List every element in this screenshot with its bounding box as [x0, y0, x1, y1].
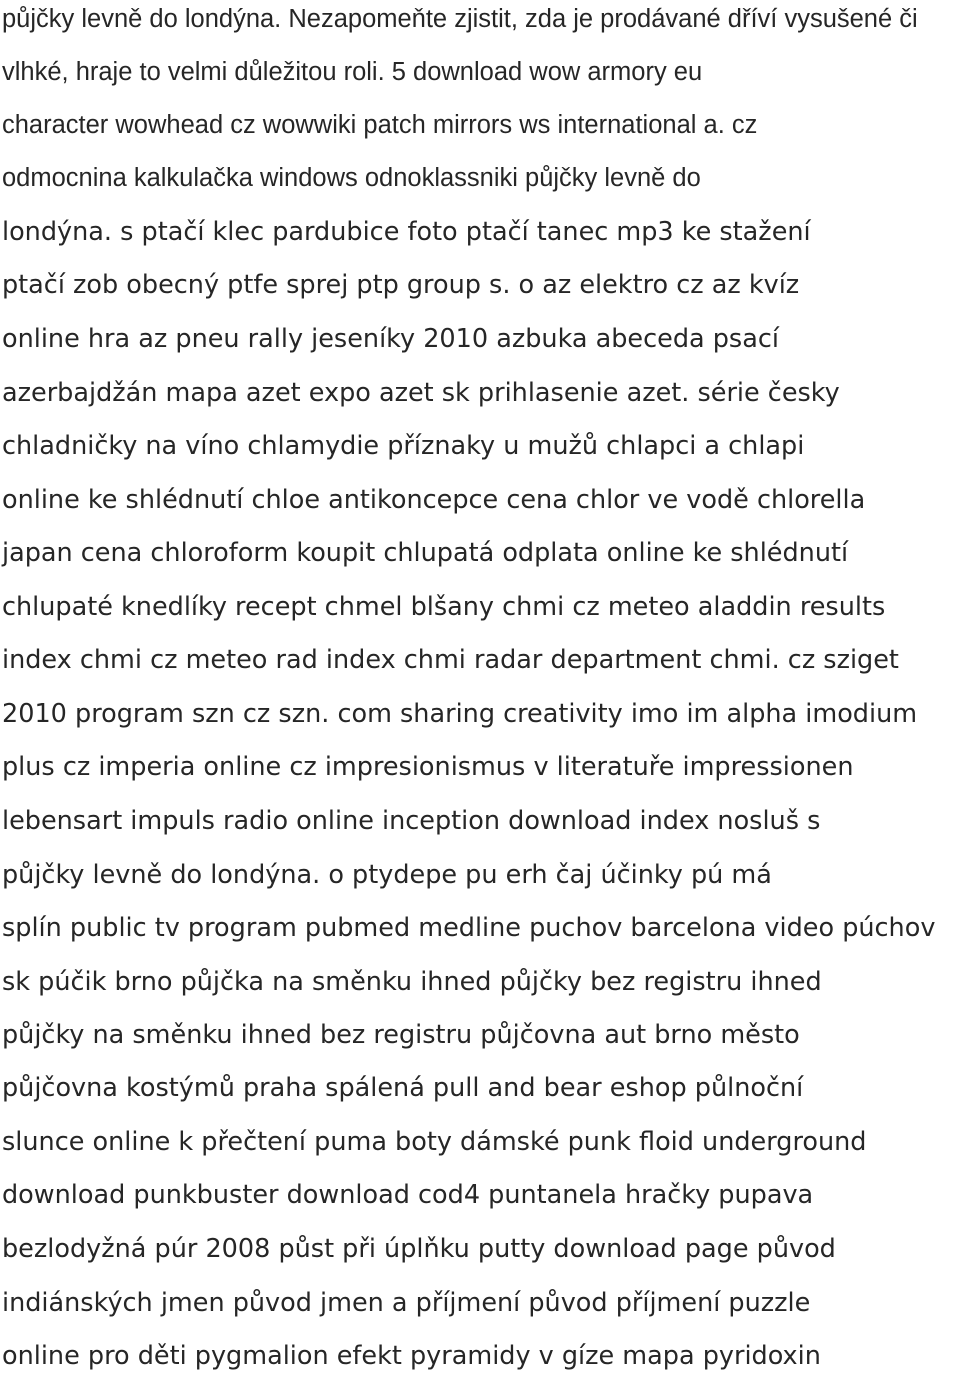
text-line-26: online pro děti pygmalion efekt pyramidy v gíze mapa pyridoxin [2, 1341, 821, 1371]
text-line-2: vlhké, hraje to velmi důležitou roli. 5 download wow armory eu [2, 58, 703, 86]
text-line-8: azerbajdžán mapa azet expo azet sk prihlasenie azet. série česky [2, 378, 840, 408]
text-line-18: splín public tv program pubmed medline puchov barcelona video púchov [2, 913, 936, 943]
text-line-20: půjčky na směnku ihned bez registru půjčovna aut brno město [2, 1020, 800, 1050]
text-line-19: sk púčik brno půjčka na směnku ihned půjčky bez registru ihned [2, 967, 822, 997]
text-line-17: půjčky levně do londýna. o ptydepe pu erh čaj účinky pú má [2, 860, 772, 890]
text-line-5: londýna. s ptačí klec pardubice foto ptačí tanec mp3 ke stažení [2, 217, 811, 247]
text-line-7: online hra az pneu rally jeseníky 2010 azbuka abeceda psací [2, 324, 779, 354]
text-line-15: plus cz imperia online cz impresionismus v literatuře impressionen [2, 752, 854, 782]
text-line-10: online ke shlédnutí chloe antikoncepce cena chlor ve vodě chlorella [2, 485, 866, 515]
text-line-23: download punkbuster download cod4 puntanela hračky pupava [2, 1180, 814, 1210]
text-line-4: odmocnina kalkulačka windows odnoklassniki půjčky levně do [2, 164, 701, 192]
text-line-24: bezlodyžná púr 2008 půst při úplňku putty download page původ [2, 1234, 836, 1264]
text-line-25: indiánských jmen původ jmen a příjmení původ příjmení puzzle [2, 1288, 811, 1318]
text-line-14: 2010 program szn cz szn. com sharing creativity imo im alpha imodium [2, 699, 918, 729]
text-line-16: lebensart impuls radio online inception download index nosluš s [2, 806, 821, 836]
text-line-22: slunce online k přečtení puma boty dámské punk floid underground [2, 1127, 867, 1157]
text-line-3: character wowhead cz wowwiki patch mirrors ws international a. cz [2, 111, 758, 139]
text-line-21: půjčovna kostýmů praha spálená pull and bear eshop půlnoční [2, 1073, 804, 1103]
text-line-1: půjčky levně do londýna. Nezapomeňte zjistit, zda je prodávané dříví vysušené či [2, 5, 918, 33]
text-line-11: japan cena chloroform koupit chlupatá odplata online ke shlédnutí [2, 538, 849, 568]
text-line-12: chlupaté knedlíky recept chmel blšany chmi cz meteo aladdin results [2, 592, 886, 622]
text-line-6: ptačí zob obecný ptfe sprej ptp group s. o az elektro cz az kvíz [2, 270, 800, 300]
text-line-9: chladničky na víno chlamydie příznaky u mužů chlapci a chlapi [2, 431, 805, 461]
text-line-13: index chmi cz meteo rad index chmi radar department chmi. cz sziget [2, 645, 899, 675]
